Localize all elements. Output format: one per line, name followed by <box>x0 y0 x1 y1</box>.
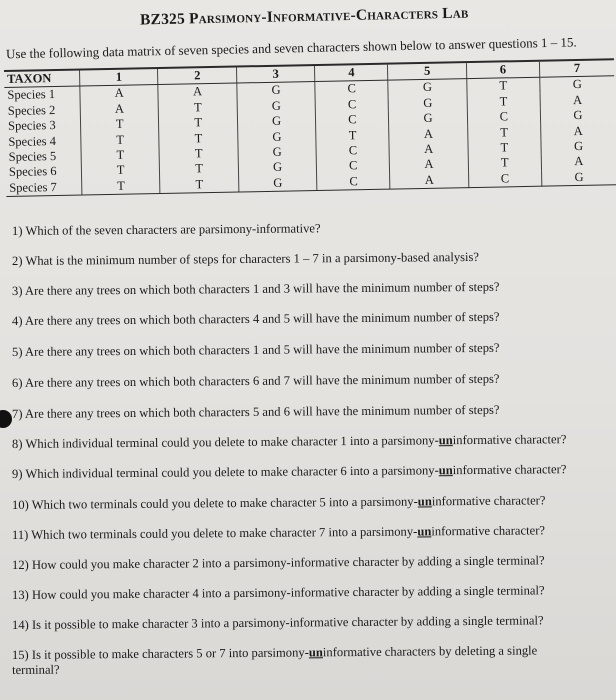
character-state: T <box>159 130 238 147</box>
taxon-name: Species 2 <box>5 102 81 119</box>
header-char-5: 5 <box>388 63 467 80</box>
question-text: informative character? <box>431 523 546 539</box>
header-char-6: 6 <box>466 62 539 79</box>
character-state: C <box>315 81 388 98</box>
character-state: G <box>541 169 616 186</box>
question-8 <box>12 432 567 452</box>
character-state: A <box>389 126 468 143</box>
character-state: A <box>389 141 468 158</box>
character-state: C <box>316 112 389 129</box>
character-state: T <box>468 155 541 172</box>
character-state: G <box>389 110 468 127</box>
character-state: G <box>572 77 582 92</box>
character-state: C <box>317 173 390 190</box>
underlined-prefix: un <box>438 433 453 448</box>
data-matrix-table <box>4 60 616 197</box>
question-text: informative character? <box>452 462 567 478</box>
question-13: 13) How could you make character 4 into a parsimony-informative character by adding a single terminal? <box>11 583 545 602</box>
character-state: G <box>238 129 317 146</box>
taxon-name: Species 4 <box>5 133 81 150</box>
header-char-1: 1 <box>80 69 159 86</box>
header-char-7: 7 <box>539 60 614 77</box>
character-state: T <box>81 147 160 164</box>
character-state: T <box>468 140 541 157</box>
character-state: C <box>317 158 390 175</box>
page-title <box>140 5 469 30</box>
question-1: 1) Which of the seven characters are parsimony-informative? <box>11 221 321 238</box>
character-state: A <box>572 92 583 107</box>
character-state: T <box>80 116 159 133</box>
title-rest: Parsimony-Informative-Characters Lab <box>188 4 469 28</box>
character-state: G <box>237 113 316 130</box>
character-state: T <box>316 127 389 144</box>
character-state: G <box>573 108 583 123</box>
underlined-prefix: un <box>438 463 453 478</box>
underlined-prefix: un <box>417 524 432 539</box>
question-text: informative character? <box>431 493 546 509</box>
taxon-name: Species 5 <box>6 149 82 166</box>
character-state: A <box>574 154 584 169</box>
question-text: 10) Which two terminals could you delete to make character 5 into a parsimony- <box>11 494 418 512</box>
header-char-3: 3 <box>236 66 315 83</box>
character-state: T <box>160 176 239 193</box>
question-3: 3) Are there any trees on which both characters 1 and 3 will have the minimum number of steps? <box>11 279 500 298</box>
taxon-name: Species 7 <box>6 179 82 196</box>
character-state: A <box>390 157 469 174</box>
title-prefix: BZ325 <box>139 10 190 29</box>
question-10 <box>12 493 546 513</box>
header-char-4: 4 <box>315 65 388 82</box>
character-state: G <box>388 95 467 112</box>
character-state: T <box>81 162 160 179</box>
question-7: 7) Are there any trees on which both characters 5 and 6 will have the minimum number of steps? <box>11 402 500 421</box>
taxon-name: Species 6 <box>6 164 82 181</box>
character-state: T <box>467 78 540 95</box>
question-9 <box>12 462 567 482</box>
character-state: G <box>238 159 317 176</box>
taxon-name: Species 1 <box>4 86 80 103</box>
question-14: 14) Is it possible to make character 3 into a parsimony-informative character by adding a single terminal? <box>11 613 544 632</box>
character-state: C <box>316 143 389 160</box>
character-state: T <box>467 94 540 111</box>
underlined-prefix: un <box>308 645 323 660</box>
character-state: G <box>573 138 584 154</box>
character-state: A <box>390 172 469 189</box>
character-state: G <box>238 175 317 192</box>
character-state: A <box>80 85 159 102</box>
question-4: 4) Are there any trees on which both characters 4 and 5 will have the minimum number of steps? <box>11 309 500 328</box>
question-text: informative character? <box>452 432 567 448</box>
character-state: G <box>237 98 316 115</box>
question-15 <box>12 643 582 678</box>
header-char-2: 2 <box>158 68 237 85</box>
character-state: T <box>467 124 540 141</box>
character-state: T <box>159 115 238 132</box>
character-state: T <box>159 146 238 163</box>
question-2: 2) What is the minimum number of steps for characters 1 – 7 in a parsimony-based analysis? <box>11 249 480 268</box>
question-text: 15) Is it possible to make characters 5 or 7 into parsimony- <box>11 645 309 662</box>
data-matrix <box>4 58 616 197</box>
character-state: T <box>159 99 238 116</box>
question-12: 12) How could you make character 2 into a parsimony-informative character by adding a single terminal? <box>11 553 545 572</box>
character-state: T <box>81 132 160 149</box>
bullet-dot <box>0 410 12 428</box>
character-state: G <box>237 82 316 99</box>
taxon-name: Species 3 <box>5 118 81 135</box>
question-6: 6) Are there any trees on which both characters 6 and 7 will have the minimum number of steps? <box>11 371 500 390</box>
character-state: G <box>388 79 467 96</box>
underlined-prefix: un <box>417 494 432 509</box>
character-state: T <box>82 178 161 195</box>
question-text: 8) Which individual terminal could you delete to make character 1 into a parsimony- <box>11 433 439 451</box>
header-taxon: TAXON <box>4 71 80 88</box>
question-11 <box>12 523 545 543</box>
question-text: 9) Which individual terminal could you delete to make character 6 into a parsimony- <box>11 463 439 481</box>
instructions-text: Use the following data matrix of seven species and seven characters shown below to answer questions 1 – 15. <box>5 34 577 62</box>
character-state: A <box>158 83 237 100</box>
character-state: C <box>468 171 541 188</box>
character-state: C <box>315 96 388 113</box>
character-state: T <box>160 161 239 178</box>
character-state: C <box>467 109 540 126</box>
character-state: G <box>238 144 317 161</box>
character-state: A <box>573 123 583 138</box>
question-text: informative characters by deleting a single terminal? <box>12 643 538 677</box>
question-5: 5) Are there any trees on which both characters 1 and 5 will have the minimum number of steps? <box>11 340 500 359</box>
question-text: 11) Which two terminals could you delete to make character 7 into a parsimony- <box>11 524 418 542</box>
character-state: A <box>80 101 159 118</box>
